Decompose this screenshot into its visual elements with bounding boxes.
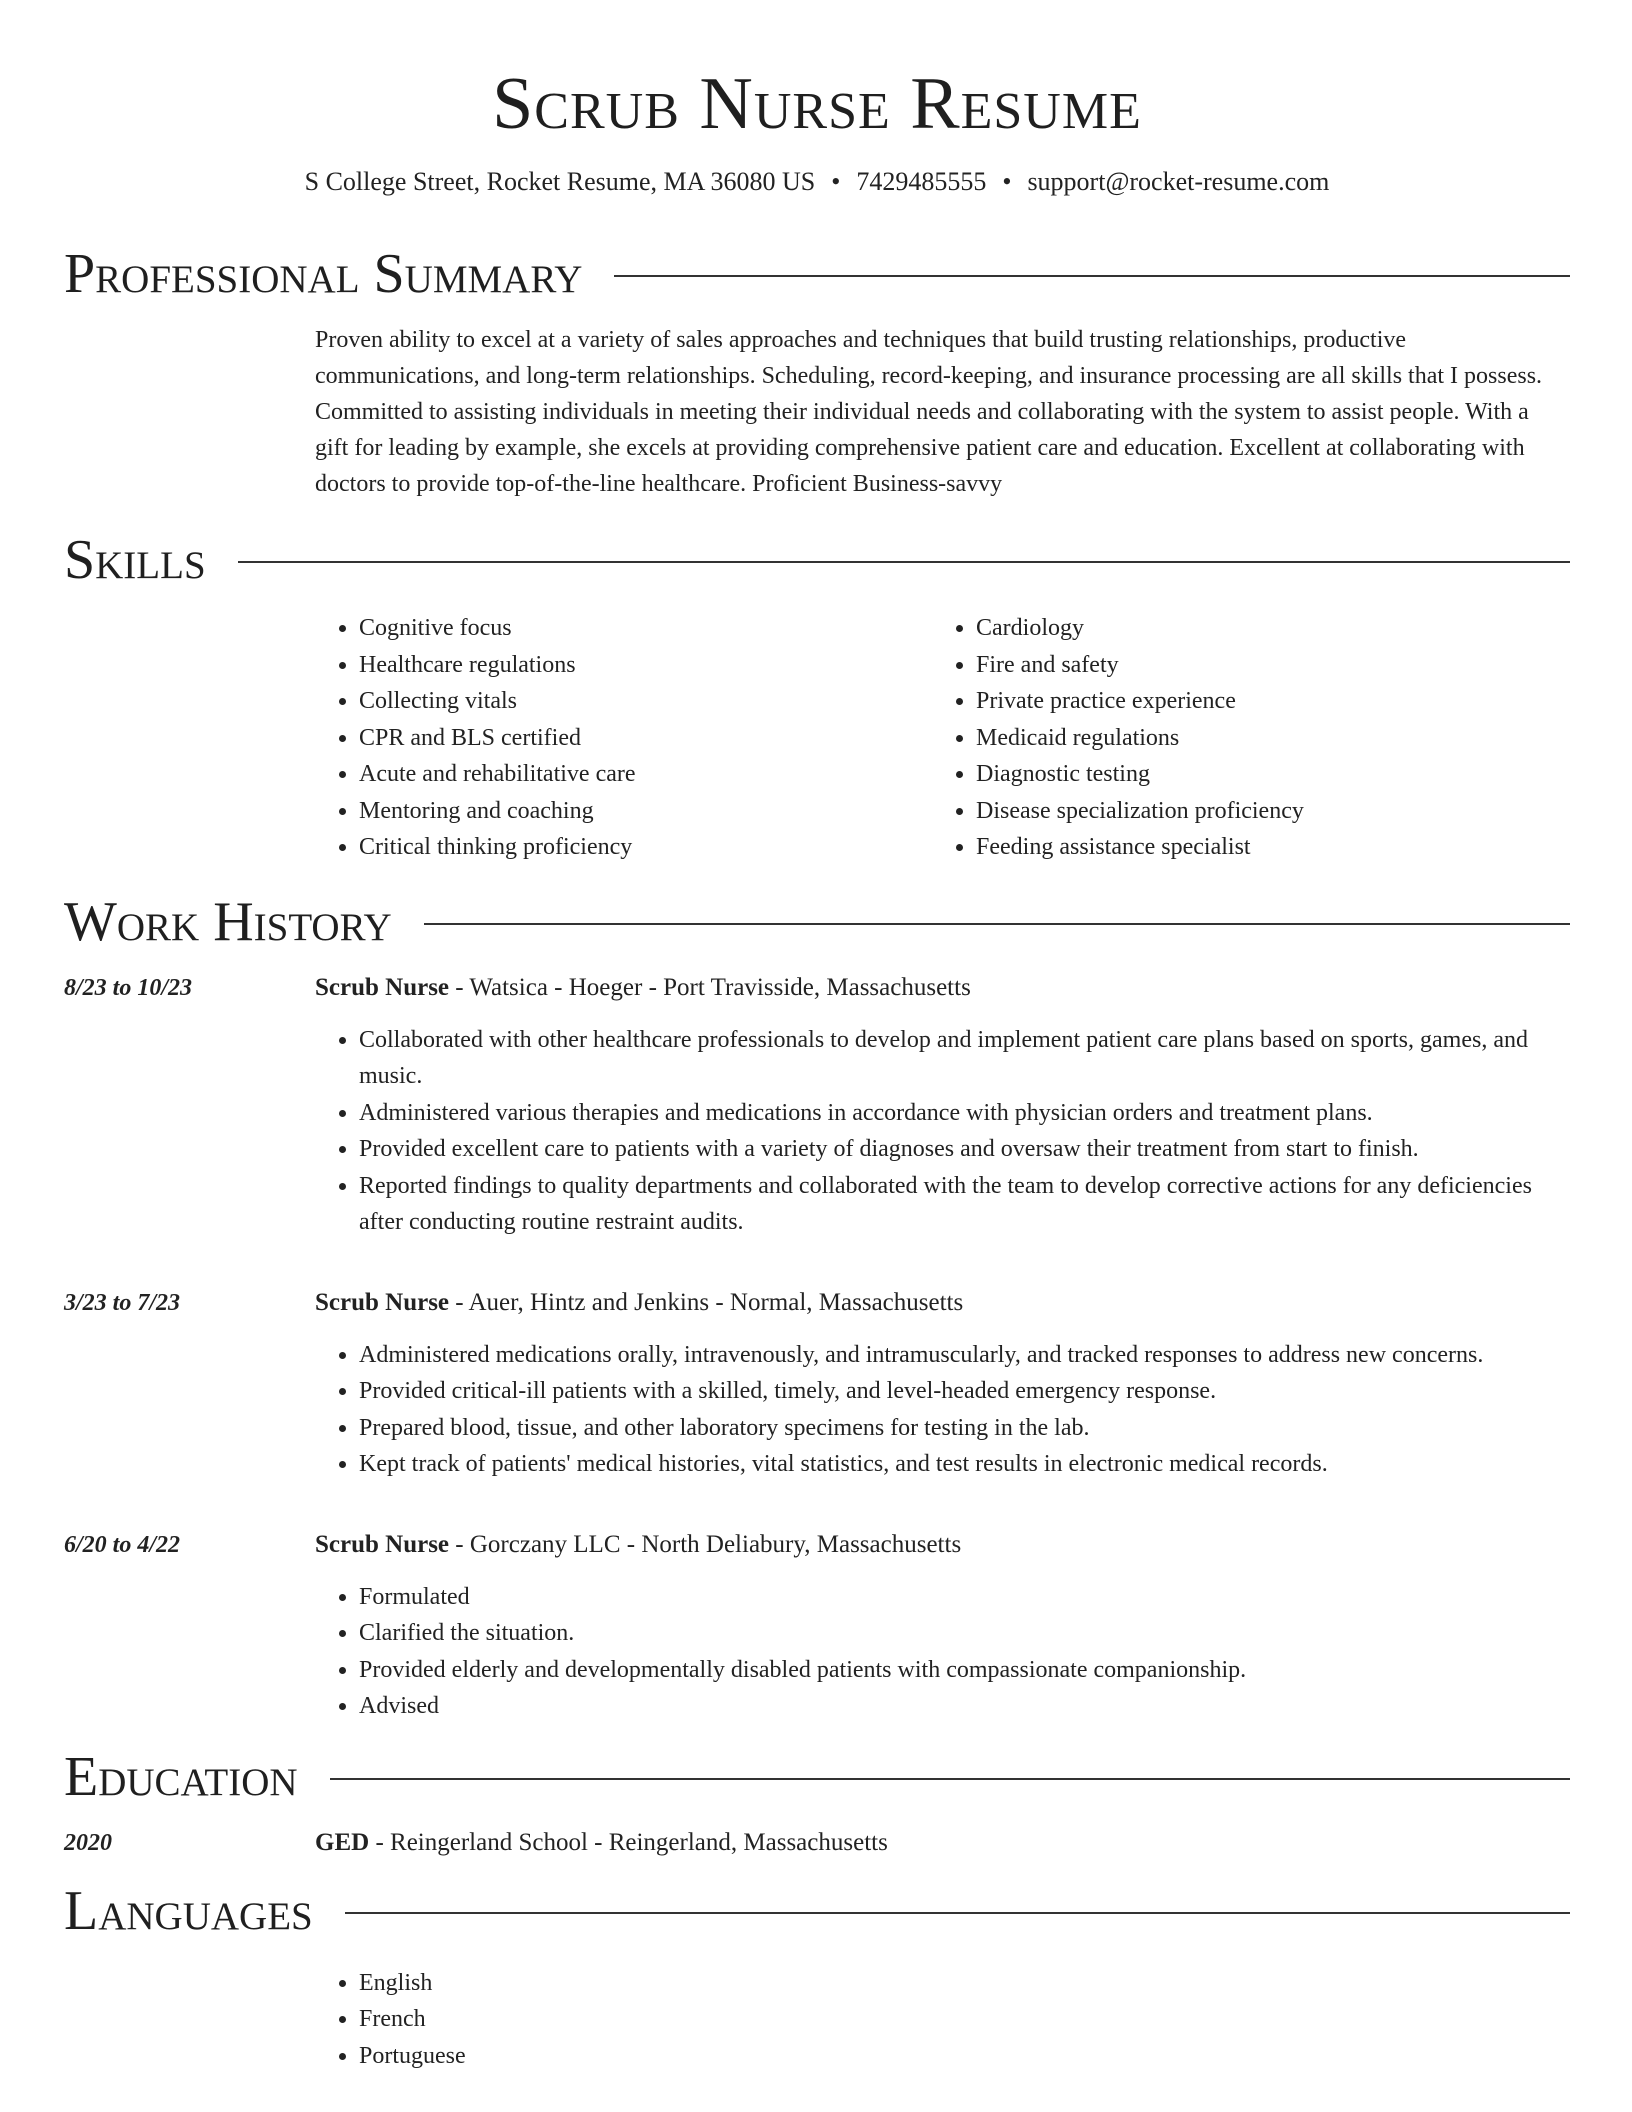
- job-title: Scrub Nurse: [315, 1288, 450, 1316]
- job-bullet: • Administered various therapies and medications in accordance with physician orders and treatment plans.: [359, 1095, 1570, 1132]
- section-header-education: [64, 1747, 1570, 1807]
- section-divider: [330, 1778, 1570, 1780]
- job-entry: [64, 1285, 1570, 1483]
- section-title-languages: Languages: [64, 1879, 313, 1942]
- skill-item: • CPR and BLS certified: [359, 720, 932, 757]
- skill-item: • Private practice experience: [976, 683, 1549, 720]
- contact-phone: 7429485555: [856, 167, 987, 196]
- contact-line: [64, 166, 1570, 198]
- section-title-work-history: Work History: [64, 890, 392, 953]
- skills-column-left: [315, 610, 932, 866]
- job-bullet: • Kept track of patients' medical histories, vital statistics, and test results in electronic medical records.: [359, 1446, 1570, 1483]
- skill-item: • Collecting vitals: [359, 683, 932, 720]
- contact-email: support@rocket-resume.com: [1027, 167, 1330, 196]
- job-title: Scrub Nurse: [315, 1530, 450, 1558]
- job-bullet: • Formulated: [359, 1579, 1570, 1616]
- job-entry: [64, 1527, 1570, 1725]
- job-dates: 3/23 to 7/23: [64, 1289, 181, 1316]
- section-divider: [424, 923, 1570, 925]
- job-dates: 8/23 to 10/23: [64, 974, 193, 1001]
- section-header-summary: [64, 244, 1570, 304]
- skill-item: • Mentoring and coaching: [359, 793, 932, 830]
- job-bullet: • Provided excellent care to patients with a variety of diagnoses and oversaw their treatment from start to finish.: [359, 1131, 1570, 1168]
- job-dates: 6/20 to 4/22: [64, 1531, 181, 1558]
- education-entry: [64, 1825, 1570, 1861]
- section-divider: [614, 275, 1570, 277]
- skill-item: • Feeding assistance specialist: [976, 829, 1549, 866]
- section-header-skills: [64, 530, 1570, 590]
- job-bullet: • Collaborated with other healthcare professionals to develop and implement patient care plans based on sports, games, and music.: [359, 1022, 1570, 1095]
- job-bullets: [315, 1337, 1570, 1483]
- language-item: • French: [359, 2001, 1570, 2038]
- resume-title: Scrub Nurse Resume: [492, 63, 1142, 145]
- job-bullet: • Advised: [359, 1688, 1570, 1725]
- job-bullet: • Administered medications orally, intravenously, and intramuscularly, and tracked responses to address new concerns.: [359, 1337, 1570, 1374]
- job-bullet: • Prepared blood, tissue, and other laboratory specimens for testing in the lab.: [359, 1410, 1570, 1447]
- skill-item: • Cardiology: [976, 610, 1549, 647]
- skill-item: • Healthcare regulations: [359, 647, 932, 684]
- job-title-line: [315, 1285, 1570, 1321]
- job-bullet: • Provided elderly and developmentally disabled patients with compassionate companionship.: [359, 1652, 1570, 1689]
- education-dates: 2020: [64, 1829, 112, 1856]
- skill-item: • Acute and rehabilitative care: [359, 756, 932, 793]
- skill-item: • Disease specialization proficiency: [976, 793, 1549, 830]
- job-bullets: [315, 1579, 1570, 1725]
- job-bullets: [315, 1022, 1570, 1241]
- resume-page: [64, 0, 1570, 2074]
- section-title-skills: Skills: [64, 529, 206, 591]
- section-header-languages: [64, 1881, 1570, 1941]
- skill-item: • Cognitive focus: [359, 610, 932, 647]
- job-employer: - Gorczany LLC - North Deliabury, Massachusetts: [449, 1530, 962, 1558]
- job-bullet: • Reported findings to quality departments and collaborated with the team to develop corrective actions for any deficiencies after conducting routine restraint audits.: [359, 1168, 1570, 1241]
- language-item: • Portuguese: [359, 2038, 1570, 2075]
- contact-separator: •: [1002, 167, 1012, 196]
- skill-item: • Medicaid regulations: [976, 720, 1549, 757]
- education-title-line: [315, 1825, 888, 1861]
- education-school: - Reingerland School - Reingerland, Massachusetts: [369, 1828, 888, 1856]
- education-degree: GED: [315, 1828, 370, 1856]
- job-title-line: [315, 1527, 1570, 1563]
- skill-item: • Critical thinking proficiency: [359, 829, 932, 866]
- section-title-education: Education: [64, 1745, 298, 1808]
- job-body: [315, 1285, 1570, 1483]
- summary-text: Proven ability to excel at a variety of sales approaches and techniques that build trusting relationships, productive communications, and long-term relationships. Scheduling, record-keeping, and insurance processing are all skills that I possess. Committed to assisting individuals in meeting their individual needs and collaborating with the system to assist people. With a gift for leading by example, she excels at providing comprehensive patient care and education. Excellent at collaborating with doctors to provide top-of-the-line healthcare. Proficient Business-savvy: [315, 327, 1543, 497]
- languages-list: [315, 1965, 1570, 2075]
- section-header-work-history: [64, 892, 1570, 952]
- section-divider: [238, 561, 1570, 563]
- language-item: • English: [359, 1965, 1570, 2002]
- contact-address: S College Street, Rocket Resume, MA 36080 US: [304, 167, 816, 196]
- job-employer: - Watsica - Hoeger - Port Travisside, Massachusetts: [449, 973, 971, 1001]
- skills-column-right: [932, 610, 1549, 866]
- job-title: Scrub Nurse: [315, 973, 450, 1001]
- job-entry: [64, 970, 1570, 1241]
- job-title-line: [315, 970, 1570, 1006]
- skills-list: [315, 610, 1570, 866]
- job-body: [315, 970, 1570, 1241]
- job-body: [315, 1527, 1570, 1725]
- section-title-summary: Professional Summary: [64, 243, 583, 305]
- skill-item: • Fire and safety: [976, 647, 1549, 684]
- skill-item: • Diagnostic testing: [976, 756, 1549, 793]
- job-employer: - Auer, Hintz and Jenkins - Normal, Massachusetts: [449, 1288, 964, 1316]
- job-bullet: • Clarified the situation.: [359, 1615, 1570, 1652]
- section-divider: [345, 1912, 1570, 1914]
- contact-separator: •: [831, 167, 841, 196]
- job-bullet: • Provided critical-ill patients with a skilled, timely, and level-headed emergency response.: [359, 1373, 1570, 1410]
